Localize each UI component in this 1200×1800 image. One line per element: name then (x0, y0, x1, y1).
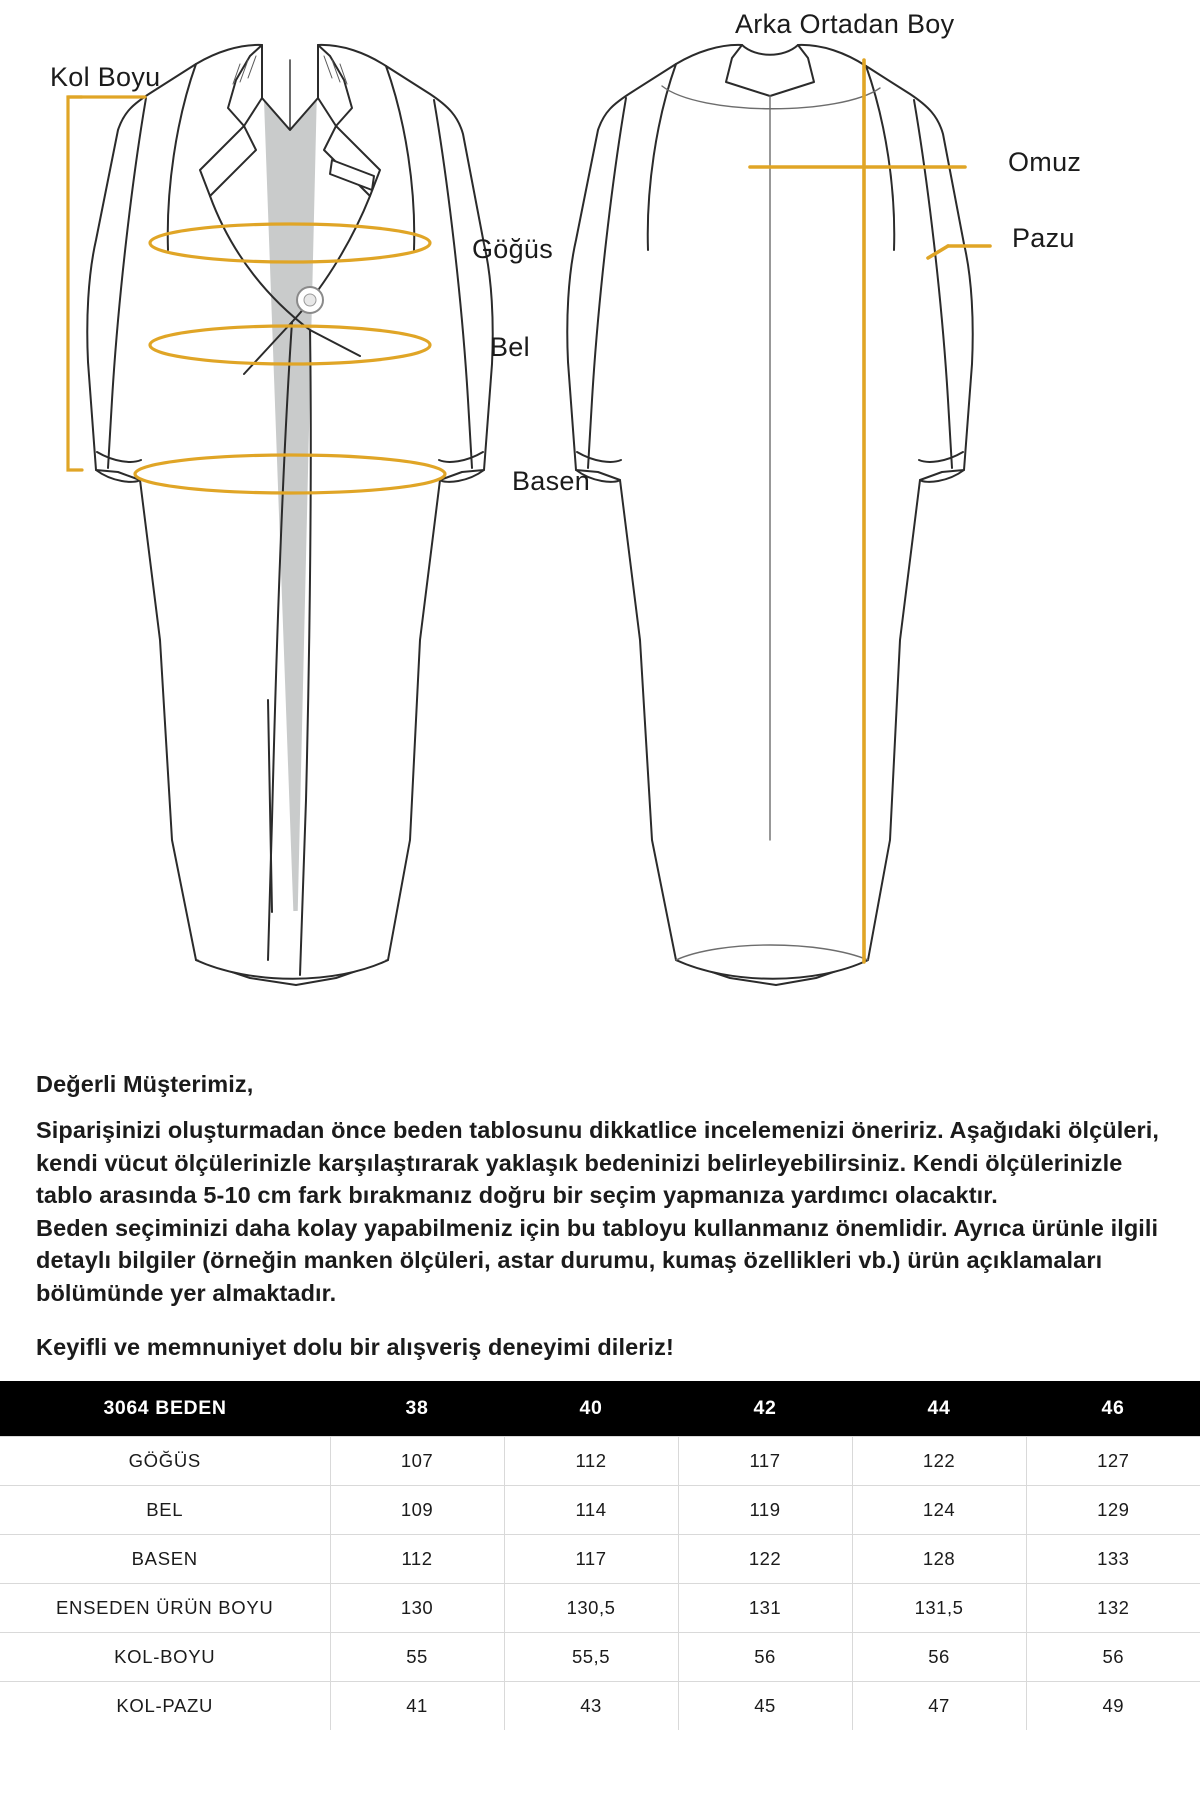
table-cell: 133 (1026, 1535, 1200, 1584)
label-basen: Basen (512, 466, 591, 496)
table-cell: 114 (504, 1486, 678, 1535)
table-row (0, 1682, 1200, 1731)
table-cell: 49 (1026, 1682, 1200, 1731)
table-cell: 131 (678, 1584, 852, 1633)
table-cell: 129 (1026, 1486, 1200, 1535)
table-row (0, 1486, 1200, 1535)
label-gogus: Göğüs (472, 234, 554, 264)
table-cell: 117 (678, 1437, 852, 1486)
table-row (0, 1535, 1200, 1584)
table-row-label: KOL-BOYU (0, 1633, 330, 1682)
notice-paragraph-1: Siparişinizi oluşturmadan önce beden tablosunu dikkatlice incelemenizi öneririz. Aşağıdaki ölçüleri, kendi vücut ölçülerinizle karşılaştırarak yaklaşık bedeninizi belirleyebilirsiniz. Kendi ölçülerinizle tablo arasında 5-10 cm fark bırakmanız doğru bir seçim yapmanıza yardımcı olacaktır. (36, 1117, 1160, 1209)
table-cell: 132 (1026, 1584, 1200, 1633)
size-table-header-cell: 38 (330, 1381, 504, 1437)
table-row (0, 1633, 1200, 1682)
table-cell: 124 (852, 1486, 1026, 1535)
size-table-header-cell: 42 (678, 1381, 852, 1437)
label-pazu: Pazu (1012, 223, 1075, 253)
front-view (87, 45, 492, 985)
table-cell: 55 (330, 1633, 504, 1682)
table-row-label: GÖĞÜS (0, 1437, 330, 1486)
size-table-header-cell: 3064 BEDEN (0, 1381, 330, 1437)
table-cell: 47 (852, 1682, 1026, 1731)
table-cell: 112 (330, 1535, 504, 1584)
table-cell: 56 (1026, 1633, 1200, 1682)
size-table-header-cell: 40 (504, 1381, 678, 1437)
table-cell: 128 (852, 1535, 1026, 1584)
table-cell: 56 (852, 1633, 1026, 1682)
table-cell: 43 (504, 1682, 678, 1731)
table-row (0, 1584, 1200, 1633)
size-table-header-row (0, 1381, 1200, 1437)
notice-heading: Değerli Müşterimiz, (36, 1071, 254, 1097)
table-row-label: BEL (0, 1486, 330, 1535)
table-cell: 127 (1026, 1437, 1200, 1486)
table-cell: 119 (678, 1486, 852, 1535)
size-table-header-cell: 46 (1026, 1381, 1200, 1437)
table-cell: 45 (678, 1682, 852, 1731)
size-table-body (0, 1437, 1200, 1731)
notice-closing: Keyifli ve memnuniyet dolu bir alışveriş deneyimi dileriz! (36, 1333, 674, 1360)
back-view (567, 45, 972, 985)
table-row-label: KOL-PAZU (0, 1682, 330, 1731)
size-table (0, 1381, 1200, 1730)
size-table-header-cell: 44 (852, 1381, 1026, 1437)
label-kol-boyu: Kol Boyu (50, 62, 161, 92)
label-arka-ortadan-boy: Arka Ortadan Boy (735, 9, 955, 39)
size-table-head (0, 1381, 1200, 1437)
table-cell: 130 (330, 1584, 504, 1633)
table-cell: 107 (330, 1437, 504, 1486)
customer-notice (0, 1068, 1200, 1363)
table-row-label: ENSEDEN ÜRÜN BOYU (0, 1584, 330, 1633)
table-cell: 122 (852, 1437, 1026, 1486)
label-bel: Bel (490, 332, 530, 362)
table-cell: 122 (678, 1535, 852, 1584)
table-cell: 131,5 (852, 1584, 1026, 1633)
label-omuz: Omuz (1008, 147, 1082, 177)
table-cell: 109 (330, 1486, 504, 1535)
table-cell: 130,5 (504, 1584, 678, 1633)
table-cell: 117 (504, 1535, 678, 1584)
table-row-label: BASEN (0, 1535, 330, 1584)
table-cell: 112 (504, 1437, 678, 1486)
table-cell: 41 (330, 1682, 504, 1731)
table-cell: 56 (678, 1633, 852, 1682)
notice-paragraph-2: Beden seçiminizi daha kolay yapabilmeniz için bu tabloyu kullanmanız önemlidir. Ayrıca ürünle ilgili detaylı bilgiler (örneğin manken ölçüleri, astar durumu, kumaş özellikleri vb.) ürün açıklamaları bölümünde yer almaktadır. (36, 1214, 1159, 1306)
table-cell: 55,5 (504, 1633, 678, 1682)
table-row (0, 1437, 1200, 1486)
